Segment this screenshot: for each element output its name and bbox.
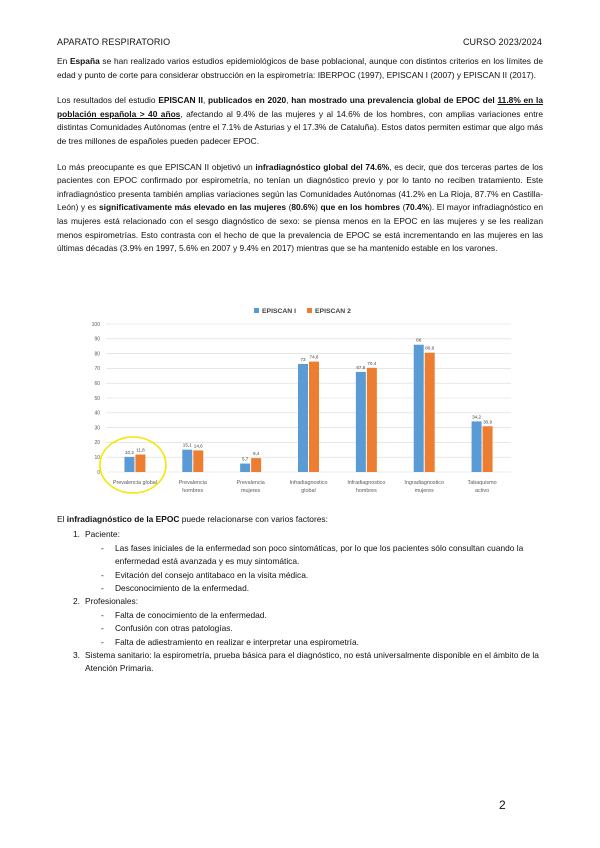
bold-text: significativamente más elevado en las mujeres	[98, 202, 287, 213]
bar	[182, 450, 192, 472]
bar	[251, 458, 261, 472]
text: puede relacionarse con varios factores:	[179, 514, 328, 524]
bold-text: han mostrado una prevalencia global de EPOC del	[291, 95, 498, 106]
item-label: Sistema sanitario: la espirometría, prueba básica para el diagnóstico, no está universalmente disponible en el ámbito de la Atención Primaria.	[85, 650, 539, 674]
y-tick-label: 0	[97, 469, 100, 476]
x-tick-label: Ingradiagnostico	[404, 480, 444, 486]
item-number: 1.	[73, 529, 80, 540]
legend-label: EPISCAN 2	[315, 307, 351, 315]
y-tick-label: 60	[94, 381, 100, 387]
x-tick-label: mujeres	[241, 488, 261, 494]
item-number: 3.	[73, 650, 80, 661]
bold-text: que en los hombres	[320, 202, 401, 213]
x-tick-label: global	[301, 488, 316, 494]
paragraph-infradiagnostico	[57, 161, 543, 256]
text: Los resultados del estudio	[57, 95, 159, 106]
underlined-text: 11.8% en la población española > 40 años	[57, 95, 544, 119]
sub-item: - Desconocimiento de la enfermedad.	[101, 583, 250, 594]
data-label: 86	[416, 337, 422, 343]
data-label: 10,2	[124, 449, 134, 455]
bold-text: infradiagnóstico global del 74.6%	[255, 161, 390, 172]
bar	[124, 457, 134, 472]
factor-item	[73, 528, 547, 595]
bar	[483, 426, 493, 472]
item-number: 2.	[73, 596, 80, 607]
page-number: 2	[499, 798, 506, 812]
bold-text: infradiagnóstico de la EPOC	[66, 514, 180, 524]
bar	[240, 464, 250, 472]
data-label: 34,2	[472, 414, 482, 420]
body-text	[57, 55, 543, 268]
sub-list	[85, 609, 547, 649]
text: )	[315, 202, 321, 213]
x-tick-label: Infradiagnostico	[347, 480, 386, 486]
text: En	[57, 56, 70, 66]
sub-item-text: Falta de adiestramiento en realizar e interpretar una espirometría.	[115, 636, 359, 647]
sub-item: - Evitación del consejo antitabaco en la visita médica.	[101, 569, 309, 580]
bar-chart	[86, 305, 516, 500]
text: El	[57, 514, 67, 524]
x-tick-label: Prevalencia	[236, 480, 265, 486]
text: Lo más preocupante es que EPISCAN II objetivó un	[57, 161, 256, 172]
bold-text: publicados en 2020	[208, 95, 287, 106]
sub-item: - Falta de conocimiento de la enfermedad.	[101, 609, 267, 620]
bold-text: España	[69, 56, 100, 66]
paragraph-episcan	[57, 94, 543, 148]
y-tick-label: 100	[91, 321, 100, 328]
bar	[135, 455, 145, 472]
sub-item: - Confusión con otras patologías.	[101, 623, 233, 634]
y-tick-label: 10	[94, 455, 100, 461]
x-tick-label: Prevalencia global	[112, 480, 157, 486]
y-tick-label: 50	[94, 395, 100, 402]
text: ,	[286, 95, 292, 106]
bar	[472, 421, 482, 472]
x-tick-label: Tabaquismo	[467, 480, 497, 486]
data-label: 73	[300, 356, 306, 362]
bar	[356, 372, 366, 472]
paragraph-intro	[57, 55, 543, 82]
bold-text: 80.6%	[291, 202, 316, 213]
data-label: 5,7	[241, 456, 249, 462]
bar	[193, 450, 203, 472]
bar	[425, 353, 435, 472]
x-tick-label: Prevalencia	[178, 480, 207, 486]
text: se han realizado varios estudios epidemiológicos de base poblacional, aunque con distintos criterios en los límites de edad y punto de corte para considerar obstrucción en la espirometría: IBERPOC (1997), EPISCAN I (2007) y EPISCAN II (2017).	[57, 56, 543, 80]
factors-section	[57, 513, 547, 676]
x-tick-label: activo	[475, 488, 490, 494]
factor-item	[73, 595, 547, 649]
legend-swatch	[254, 308, 259, 313]
bar	[309, 362, 319, 472]
sub-item-text: Evitación del consejo antitabaco en la visita médica.	[115, 569, 309, 580]
bar	[414, 345, 424, 472]
data-label: 9,4	[252, 451, 260, 457]
x-tick-label: mujeres	[414, 488, 434, 494]
sub-item-text: Confusión con otras patologías.	[115, 623, 233, 634]
text: (	[400, 202, 406, 213]
text: ). El mayor infradiagnóstico en las mujeres está relacionado con el sesgo diagnóstico de sexo: se piensa menos en la EPOC en las mujeres y se les realizan menos espirometrías. Esto contrasta con el hecho de que la prevalencia de EPOC se está incrementando en las mujeres en las últimas décadas (3.9% en 1997, 5.6% en 2007 y 9.4% en 2017) mientras que se ha mantenido estable en los varones.	[57, 202, 543, 254]
y-tick-label: 40	[94, 410, 100, 417]
factor-item	[73, 649, 547, 676]
bar	[367, 368, 377, 472]
data-label: 67,6	[356, 364, 366, 370]
x-tick-label: Infradiagnostico	[289, 480, 328, 486]
y-tick-label: 70	[94, 366, 100, 373]
factors-list	[57, 528, 547, 675]
data-label: 70,4	[367, 360, 377, 366]
y-tick-label: 20	[94, 440, 100, 447]
data-label: 30,9	[483, 419, 493, 425]
sub-list	[85, 542, 547, 596]
x-tick-label: hombres	[355, 488, 377, 494]
text: (	[286, 202, 292, 213]
y-tick-label: 90	[94, 336, 100, 343]
sub-item-text: Falta de conocimiento de la enfermedad.	[115, 609, 267, 620]
data-label: 15,1	[182, 442, 192, 448]
bar	[298, 364, 308, 472]
x-tick-label: hombres	[182, 488, 204, 494]
text: ,	[202, 95, 209, 106]
bold-text: EPISCAN II	[158, 95, 203, 106]
bold-text: 70.4%	[405, 202, 430, 213]
text: , afectando al 9.4% de las mujeres y al 14.6% de los hombres, con amplias variaciones entre distintas Comunidades Autónomas (entre el 7.1% de Asturias y el 17.3% de Cataluña). Estos datos permiten estimar que algo más de tres millones de españoles pueden padecer EPOC.	[57, 108, 543, 146]
legend-swatch	[307, 308, 312, 313]
text: , es decir, que dos terceras partes de los pacientes con EPOC confirmado por espirometría, no tenían un diagnóstico previo y por lo tanto no reciben tratamiento. Este infradiagnóstico presenta también amplias variaciones según las Comunidades Autónomas (41.2% en La Rioja, 87.7% en Castilla-León) y es	[57, 161, 543, 213]
item-label: Paciente:	[85, 529, 120, 540]
header-left: APARATO RESPIRATORIO	[57, 37, 171, 47]
data-label: 14,6	[193, 443, 203, 449]
sub-item: - Las fases iniciales de la enfermedad son poco sintomáticas, por lo que los pacientes sólo consultan cuando la enfermedad está avanzada y es muy sintomática.	[101, 542, 524, 567]
header-right: CURSO 2023/2024	[462, 37, 542, 47]
sub-item: - Falta de adiestramiento en realizar e interpretar una espirometría.	[101, 636, 359, 647]
sub-item-text: Las fases iniciales de la enfermedad son poco sintomáticas, por lo que los pacientes sólo consultan cuando la enfermedad está avanzada y es muy sintomática.	[115, 542, 524, 567]
y-tick-label: 80	[94, 351, 100, 358]
data-label: 11,8	[136, 447, 145, 453]
item-label: Profesionales:	[85, 596, 139, 607]
data-label: 80,6	[425, 345, 435, 351]
factors-title	[57, 513, 547, 526]
y-tick-label: 30	[94, 425, 100, 432]
data-label: 74,6	[309, 354, 319, 360]
legend-label: EPISCAN I	[262, 307, 296, 315]
sub-item-text: Desconocimiento de la enfermedad.	[115, 583, 250, 594]
